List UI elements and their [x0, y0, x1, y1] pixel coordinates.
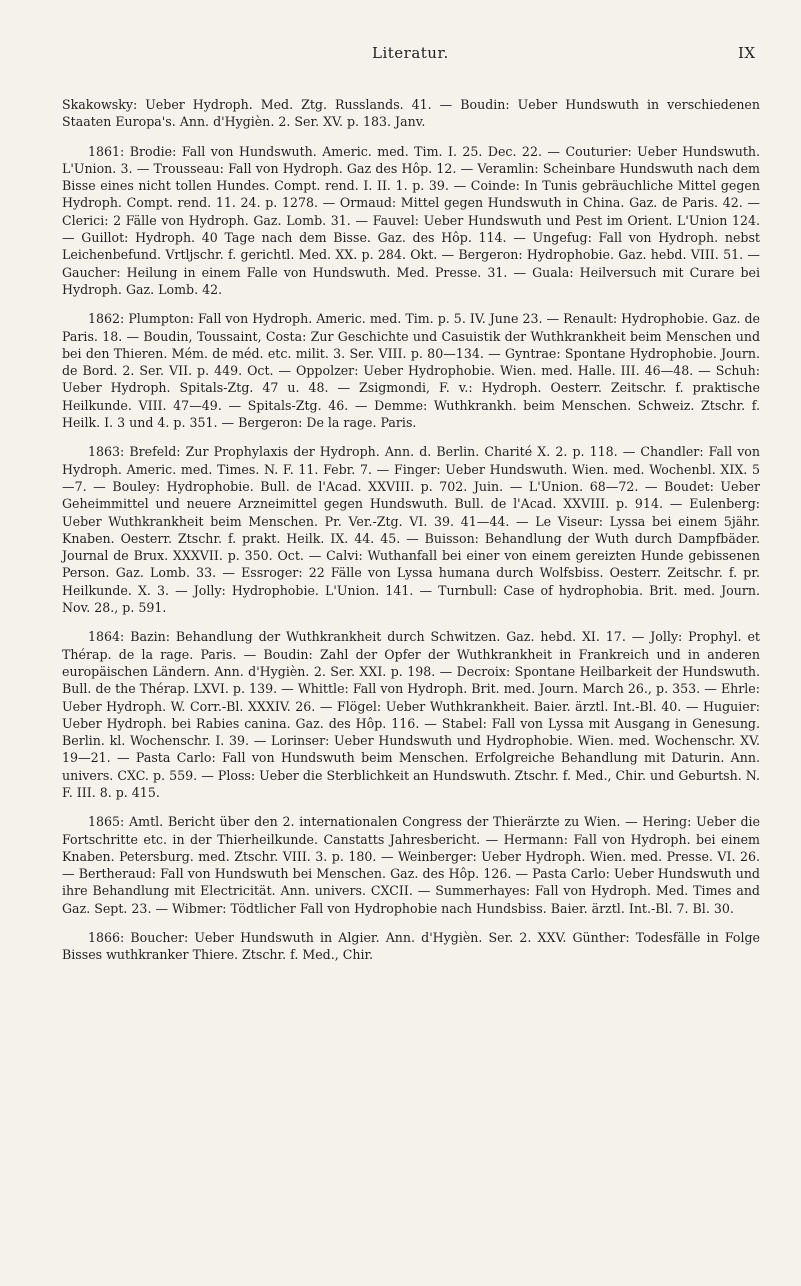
- bibliography-entry: 1866: Boucher: Ueber Hundswuth in Algier. Ann. d'Hygièn. Ser. 2. XXV. Günther: Todesfälle in Folge Bisses wuthkranker Thiere. Ztschr. f. Med., Chir.: [62, 930, 760, 963]
- bibliography-entry: 1865: Amtl. Bericht über den 2. internationalen Congress der Thierärzte zu Wien. — Hering: Ueber die Fortschritte etc. in der Thierheilkunde. Canstatts Jahresbericht. — Hermann: Fall von Hydroph. bei einem Knaben. Petersburg. med. Ztschr. VIII. 3. p. 180. — Weinberger: Ueber Hydroph. Wien. med. Presse. VI. 26. — Bertheraud: Fall von Hundswuth bei Menschen. Gaz. des Hôp. 126. — Pasta Carlo: Ueber Hundswuth und ihre Behandlung mit Electricität. Ann. univers. CXCII. — Summerhayes: Fall von Hydroph. Med. Times and Gaz. Sept. 23. — Wibmer: Tödtlicher Fall von Hydrophobie nach Hundsbiss. Baier. ärztl. Int.-Bl. 7. Bl. 30.: [62, 814, 760, 916]
- bibliography-entry: Skakowsky: Ueber Hydroph. Med. Ztg. Russlands. 41. — Boudin: Ueber Hundswuth in verschiedenen Staaten Europa's. Ann. d'Hygièn. 2. Ser. XV. p. 183. Janv.: [62, 97, 760, 130]
- page-number: IX: [738, 44, 756, 62]
- bibliography-entry: 1863: Brefeld: Zur Prophylaxis der Hydroph. Ann. d. Berlin. Charité X. 2. p. 118. — Chandler: Fall von Hydroph. Americ. med. Times. N. F. 11. Febr. 7. — Finger: Ueber Hundswuth. Wien. med. Wochenbl. XIX. 5—7. — Bouley: Hydrophobie. Bull. de l'Acad. XXVIII. p. 702. Juin. — L'Union. 68—72. — Boudet: Ueber Geheimmittel und neuere Arzneimittel gegen Hundswuth. Bull. de l'Acad. XXVIII. p. 914. — Eulenberg: Ueber Wuthkrankheit beim Menschen. Pr. Ver.-Ztg. VI. 39. 41—44. — Le Viseur: Lyssa bei einem 5jähr. Knaben. Oesterr. Ztschr. f. prakt. Heilk. IX. 44. 45. — Buisson: Behandlung der Wuth durch Dampfbäder. Journal de Brux. XXXVII. p. 350. Oct. — Calvi: Wuthanfall bei einer von einem gereizten Hunde gebissenen Person. Gaz. Lomb. 33. — Essroger: 22 Fälle von Lyssa humana durch Wolfsbiss. Oesterr. Zeitschr. f. pr. Heilkunde. X. 3. — Jolly: Hydrophobie. L'Union. 141. — Turnbull: Case of hydrophobia. Brit. med. Journ. Nov. 28., p. 591.: [62, 444, 760, 616]
- bibliography-entry: 1862: Plumpton: Fall von Hydroph. Americ. med. Tim. p. 5. IV. June 23. — Renault: Hydrophobie. Gaz. de Paris. 18. — Boudin, Toussaint, Costa: Zur Geschichte und Casuistik der Wuthkrankheit beim Menschen und bei den Thieren. Mém. de méd. etc. milit. 3. Ser. VIII. p. 80—134. — Gyntrae: Spontane Hydrophobie. Journ. de Bord. 2. Ser. VII. p. 449. Oct. — Oppolzer: Ueber Hydrophobie. Wien. med. Halle. III. 46—48. — Schuh: Ueber Hydroph. Spitals-Ztg. 47 u. 48. — Zsigmondi, F. v.: Hydroph. Oesterr. Zeitschr. f. praktische Heilkunde. VIII. 47—49. — Spitals-Ztg. 46. — Demme: Wuthkrankh. beim Menschen. Schweiz. Ztschr. f. Heilk. I. 3 und 4. p. 351. — Bergeron: De la rage. Paris.: [62, 311, 760, 431]
- bibliography-entry: 1864: Bazin: Behandlung der Wuthkrankheit durch Schwitzen. Gaz. hebd. XI. 17. — Jolly: Prophyl. et Thérap. de la rage. Paris. — Boudin: Zahl der Opfer der Wuthkrankheit in Frankreich und in anderen europäischen Ländern. Ann. d'Hygièn. 2. Ser. XXI. p. 198. — Decroix: Spontane Heilbarkeit der Hundswuth. Bull. de the Thérap. LXVI. p. 139. — Whittle: Fall von Hydroph. Brit. med. Journ. March 26., p. 353. — Ehrle: Ueber Hydroph. W. Corr.-Bl. XXXIV. 26. — Flögel: Ueber Wuthkrankheit. Baier. ärztl. Int.-Bl. 40. — Huguier: Ueber Hydroph. bei Rabies canina. Gaz. des Hôp. 116. — Stabel: Fall von Lyssa mit Ausgang in Genesung. Berlin. kl. Wochenschr. I. 39. — Lorinser: Ueber Hundswuth und Hydrophobie. Wien. med. Wochenschr. XV. 19—21. — Pasta Carlo: Fall von Hundswuth beim Menschen. Erfolgreiche Behandlung mit Daturin. Ann. univers. CXC. p. 559. — Ploss: Ueber die Sterblichkeit an Hundswuth. Ztschr. f. Med., Chir. und Geburtsh. N. F. III. 8. p. 415.: [62, 629, 760, 800]
- bibliography-entry: 1861: Brodie: Fall von Hundswuth. Americ. med. Tim. I. 25. Dec. 22. — Couturier: Ueber Hundswuth. L'Union. 3. — Trousseau: Fall von Hydroph. Gaz des Hôp. 12. — Veramlin: Scheinbare Hundswuth nach dem Bisse eines nicht tollen Hundes. Compt. rend. I. II. 1. p. 39. — Coinde: In Tunis gebräuchliche Mittel gegen Hydroph. Compt. rend. 11. 24. p. 1278. — Ormaud: Mittel gegen Hundswuth in China. Gaz. de Paris. 42. — Clerici: 2 Fälle von Hydroph. Gaz. Lomb. 31. — Fauvel: Ueber Hundswuth und Pest im Orient. L'Union 124. — Guillot: Hydroph. 40 Tage nach dem Bisse. Gaz. des Hôp. 114. — Ungefug: Fall von Hydroph. nebst Leichenbefund. Vrtljschr. f. gerichtl. Med. XX. p. 284. Okt. — Bergeron: Hydrophobie. Gaz. hebd. VIII. 51. — Gaucher: Heilung in einem Falle von Hundswuth. Med. Presse. 31. — Guala: Heilversuch mit Curare bei Hydroph. Gaz. Lomb. 42.: [62, 143, 760, 297]
- header-title: Literatur.: [372, 44, 449, 62]
- bibliography-body: [62, 96, 760, 976]
